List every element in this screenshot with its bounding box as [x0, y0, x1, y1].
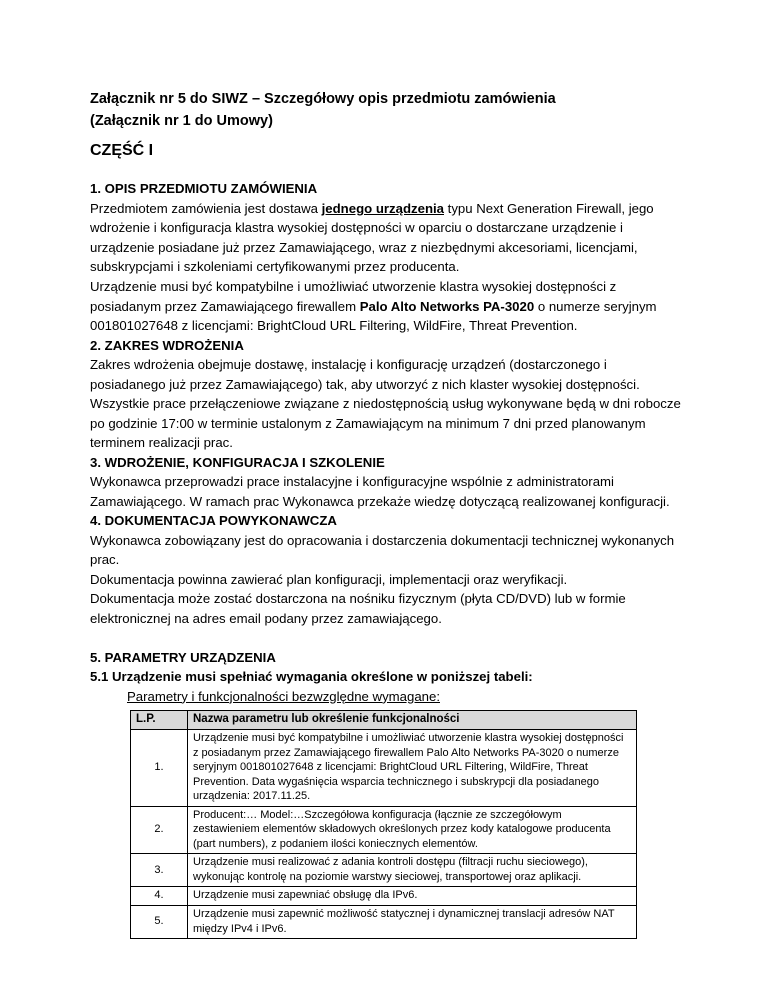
section-heading: 2. ZAKRES WDROŻENIA [90, 337, 244, 353]
paragraph [90, 199, 682, 277]
row-number-cell: 2. [131, 806, 188, 854]
part-heading: CZĘŚĆ I [90, 141, 154, 159]
row-number-cell: 1. [131, 730, 188, 807]
table-header-row [131, 711, 637, 730]
row-text-cell: Urządzenie musi realizować z adania kontroli dostępu (filtracji ruchu sieciowego), wykonując kontrolę na poziomie warstwy sieciowej, transportowej oraz aplikacji. [188, 854, 637, 887]
table-row [131, 887, 637, 906]
paragraph [90, 472, 682, 511]
table-row [131, 806, 637, 854]
table-header-lp: L.P. [131, 711, 188, 730]
text-run: Przedmiotem zamówienia jest dostawa [90, 200, 322, 216]
row-number-cell: 4. [131, 887, 188, 906]
text-run: o numerze seryjnym 001801027648 z licencjami: BrightCloud URL Filtering, WildFire, Threat Prevention. [90, 298, 657, 334]
table-row [131, 854, 637, 887]
text-run: Wykonawca przeprowadzi prace instalacyjne i konfiguracyjne wspólnie z administratorami Zamawiającego. W ramach prac Wykonawca przekaże wiedzę dotyczącą realizowanej konfiguracji. [90, 474, 670, 509]
requirements-table [130, 710, 637, 939]
section-heading: 3. WDROŻENIE, KONFIGURACJA I SZKOLENIE [90, 454, 385, 470]
document-subtitle: (Załącznik nr 1 do Umowy) [90, 113, 273, 130]
document-title: Załącznik nr 5 do SIWZ – Szczegółowy opis przedmiotu zamówienia [90, 91, 556, 107]
sections-container [90, 179, 682, 628]
text-run: Wykonawca zobowiązany jest do opracowania i dostarczenia dokumentacji technicznej wykonanych prac. [90, 532, 675, 568]
blank-line [90, 629, 682, 648]
text-run: Urządzenie musi być kompatybilne i umożliwiać utworzenie klastra wysokiej dostępności z posiadanym przez Zamawiającego firewallem [90, 278, 617, 314]
row-text-cell: Urządzenie musi być kompatybilne i umożliwiać utworzenie klastra wysokiej dostępności z posiadanym przez Zamawiającego firewallem Palo Alto Networks PA-3020 o numerze seryjnym 001801027648 z licencjami: BrightCloud URL Filtering, WildFire, Threat Prevention. Data wygaśnięcia wsparcia technicznego i subskrypcji dla posiadanego urządzenia: 2017.11.25. [188, 730, 637, 807]
text-run: Dokumentacja powinna zawierać plan konfiguracji, implementacji oraz weryfikacji. [90, 571, 568, 587]
text-run: Palo Alto Networks PA-3020 [359, 298, 535, 314]
section-5-heading: 5. PARAMETRY URZĄDZENIA [90, 649, 276, 665]
paragraph [90, 531, 682, 570]
text-run: Dokumentacja może zostać dostarczona na nośniku fizycznym (płyta CD/DVD) lub w formie elektronicznej na adres email podany przez zamawiającego. [90, 591, 626, 627]
row-text-cell: Urządzenie musi zapewniać obsługę dla IPv6. [188, 887, 637, 906]
text-run: Zakres wdrożenia obejmuje dostawę, instalację i konfigurację urządzeń (dostarczonego i posiadanego już przez Zamawiającego) tak, aby utworzyć z nich klaster wysokiej dostępności. Wszystkie prace przełączeniowe związane z niedostępnością usług wykonywane będą w dni robocze po godzinie 17:00 w terminie ustalonym z Zamawiającym na minimum 7 dni przed planowanym terminem realizacji prac. [90, 357, 681, 451]
section-heading: 1. OPIS PRZEDMIOTU ZAMÓWIENIA [90, 181, 318, 197]
clause-5-1: 5.1 Urządzenie musi spełniać wymagania określone w poniższej tabeli: [90, 669, 533, 685]
text-run: typu Next Generation Firewall, jego wdrożenie i konfiguracja klastra wysokiej dostępności w oparciu o dostarczane urządzenie i urządzenie posiadane już przez Zamawiającego, wraz z niezbędnymi akcesoriami, licencjami, subskrypcjami i szkoleniami certyfikowanymi przez producenta. [90, 200, 654, 275]
row-text-cell: Urządzenie musi zapewnić możliwość statycznej i dynamicznej translacji adresów NAT między IPv4 i IPv6. [188, 905, 637, 938]
row-text-cell: Producent:… Model:…Szczegółowa konfiguracja (łącznie ze szczegółowym zestawieniem elementów składowych określonych przez kody katalogowe producenta (part numbers), z podaniem ilości koniecznych elementów. [188, 806, 637, 854]
paragraph [90, 589, 682, 628]
text-run: jednego urządzenia [321, 200, 444, 216]
paragraph [90, 355, 682, 453]
table-caption: Parametry i funkcjonalności bezwzględne wymagane: [127, 688, 440, 704]
row-number-cell: 3. [131, 854, 188, 887]
table-row [131, 730, 637, 807]
section-heading: 4. DOKUMENTACJA POWYKONAWCZA [90, 513, 337, 529]
table-header-name: Nazwa parametru lub określenie funkcjonalności [188, 711, 637, 730]
paragraph [90, 277, 682, 336]
row-number-cell: 5. [131, 905, 188, 938]
paragraph [90, 570, 682, 590]
table-row [131, 905, 637, 938]
table-body [131, 730, 637, 939]
